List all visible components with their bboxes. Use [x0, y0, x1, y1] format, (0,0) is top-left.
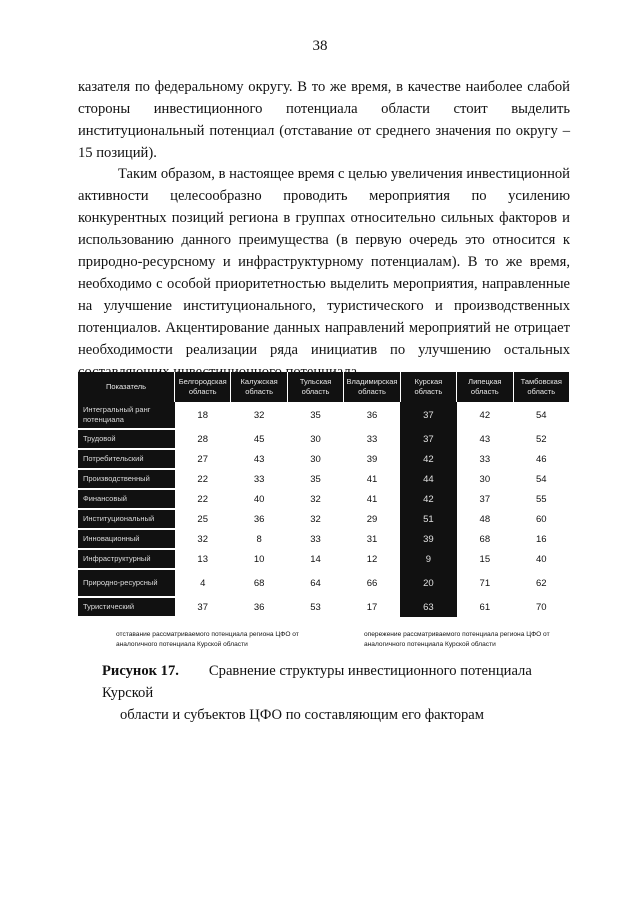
header-vladimir: Владимирская область — [344, 372, 400, 402]
table-cell: 52 — [535, 433, 547, 445]
table-cell: 39 — [366, 453, 378, 465]
header-belgorod: Белгородская область — [175, 372, 231, 402]
table-cell: 33 — [253, 473, 265, 485]
table-row — [78, 469, 570, 489]
table-row — [78, 449, 570, 469]
table-cell: 35 — [310, 473, 321, 485]
table-row — [78, 509, 570, 529]
row-label: Трудовой — [78, 429, 175, 449]
row-label: Инфраструктурный — [78, 549, 175, 569]
table-cell: 62 — [535, 577, 547, 589]
table-cell: 32 — [253, 410, 265, 421]
table-cell: 32 — [197, 533, 208, 545]
table-cell: 48 — [479, 513, 491, 525]
row-label: Производственный — [78, 469, 175, 489]
table-row — [78, 429, 570, 449]
figure-label: Рисунок 17. — [102, 663, 179, 679]
ranking-table — [78, 372, 570, 618]
paragraph-1: казателя по федеральному округу. В то же время, в качестве наиболее слабой стороны инвестиционного потенциала области стоит выделить институциональный потенциал (отставание от среднего значения по округу – 15 позиций). — [78, 78, 570, 161]
table-cell: 40 — [535, 553, 547, 565]
table-cell: 25 — [197, 513, 208, 525]
table-row — [78, 597, 570, 617]
table-cell-kursk: 42 — [400, 489, 456, 509]
header-tula: Тульская область — [287, 372, 343, 402]
table-cell: 8 — [256, 533, 262, 545]
table-row — [78, 569, 570, 597]
ranking-table-container — [78, 372, 570, 618]
table-cell: 36 — [253, 513, 265, 525]
table-cell: 43 — [253, 453, 265, 465]
table-cell: 66 — [366, 577, 378, 589]
table-cell: 60 — [535, 513, 547, 525]
table-cell: 17 — [366, 601, 378, 613]
table-row — [78, 549, 570, 569]
table-cell: 68 — [253, 577, 265, 589]
header-kaluga: Калужская область — [231, 372, 287, 402]
table-cell: 30 — [479, 473, 491, 485]
table-cell: 55 — [535, 493, 547, 505]
table-cell: 61 — [479, 601, 491, 613]
legend-lag: отставание рассматриваемого потенциала региона ЦФО от аналогичного потенциала Курской области — [116, 631, 299, 648]
table-cell-kursk: 9 — [400, 549, 456, 569]
header-kursk: Курская область — [400, 372, 456, 402]
table-cell-kursk: 51 — [400, 509, 456, 529]
table-row — [78, 529, 570, 549]
table-cell: 31 — [366, 533, 378, 545]
table-cell: 35 — [310, 410, 321, 421]
table-cell: 43 — [479, 433, 491, 445]
table-cell: 54 — [535, 473, 547, 485]
table-cell: 10 — [253, 553, 265, 565]
table-cell: 30 — [310, 433, 321, 445]
table-cell: 68 — [479, 533, 491, 545]
table-cell-kursk: 39 — [400, 529, 456, 549]
page-number: 38 — [312, 38, 328, 54]
table-cell: 64 — [310, 577, 321, 589]
table-cell-kursk: 37 — [400, 402, 456, 429]
table-cell: 36 — [366, 410, 378, 421]
table-cell: 40 — [253, 493, 265, 505]
row-label: Интегральный ранг потенциала — [78, 402, 175, 429]
table-cell: 14 — [310, 553, 321, 565]
header-indicator: Показатель — [78, 372, 175, 402]
table-cell: 45 — [253, 433, 265, 445]
row-label: Природно-ресурсный — [78, 569, 175, 597]
caption-line-1: Сравнение структуры инвестиционного потенциала Курской — [102, 663, 532, 701]
table-cell: 28 — [197, 433, 208, 445]
header-lipetsk: Липецкая область — [457, 372, 513, 402]
table-cell: 4 — [200, 577, 206, 589]
table-cell: 15 — [479, 553, 491, 565]
table-cell: 46 — [535, 453, 547, 465]
table-cell: 32 — [310, 513, 321, 525]
table-cell-kursk: 37 — [400, 429, 456, 449]
table-header-row — [78, 372, 570, 402]
caption-line-2: области и субъектов ЦФО по составляющим его факторам — [120, 707, 485, 723]
table-cell: 42 — [479, 410, 491, 421]
table-cell: 33 — [366, 433, 378, 445]
table-cell: 53 — [310, 601, 321, 613]
table-cell: 36 — [253, 601, 265, 613]
table-cell: 32 — [310, 493, 321, 505]
table-cell: 41 — [366, 473, 378, 485]
table-cell: 12 — [366, 553, 378, 565]
table-cell: 22 — [197, 473, 208, 485]
paragraph-2: Таким образом, в настоящее время с целью увеличения инвестиционной активности целесообразно проводить мероприятия по усилению конкурентных позиций региона в группах относительно сильных факторов и использованию данного преимущества (в первую очередь это относится к природно-ресурсному и инфраструктурному потенциалам). В то же время, необходимо с особой приоритетностью выделить мероприятия, направленные на улучшение институционального, туристического и производственных потенциалов. Акцентирование данных направлений мероприятий не отрицает необходимости реализации ряда инициатив по улучшению остальных — [78, 165, 570, 358]
table-cell: 37 — [197, 601, 208, 613]
table-cell: 16 — [535, 533, 547, 545]
table-cell: 33 — [310, 533, 321, 545]
table-cell: 27 — [197, 453, 208, 465]
row-label: Инновационный — [78, 529, 175, 549]
figure-caption — [102, 660, 570, 726]
table-cell: 37 — [479, 493, 491, 505]
row-label: Институциональный — [78, 509, 175, 529]
table-cell: 33 — [479, 453, 491, 465]
table-cell: 30 — [310, 453, 321, 465]
legend-lead: опережение рассматриваемого потенциала региона ЦФО от аналогичного потенциала Курской области — [364, 631, 550, 648]
table-cell-kursk: 44 — [400, 469, 456, 489]
table-cell: 70 — [535, 601, 547, 613]
table-cell: 29 — [366, 513, 378, 525]
table-row — [78, 402, 570, 429]
table-cell-kursk: 42 — [400, 449, 456, 469]
row-label: Туристический — [78, 597, 175, 617]
table-cell: 13 — [197, 553, 208, 565]
row-label: Финансовый — [78, 489, 175, 509]
table-cell-kursk: 63 — [400, 597, 456, 617]
header-tambov: Тамбовская область — [513, 372, 569, 402]
row-label: Потребительский — [78, 449, 175, 469]
table-cell-kursk: 20 — [400, 569, 456, 597]
table-cell: 41 — [366, 493, 378, 505]
table-cell: 18 — [197, 410, 208, 421]
table-cell: 22 — [197, 493, 208, 505]
table-cell: 71 — [479, 577, 491, 589]
table-cell: 54 — [535, 410, 547, 421]
table-row — [78, 489, 570, 509]
